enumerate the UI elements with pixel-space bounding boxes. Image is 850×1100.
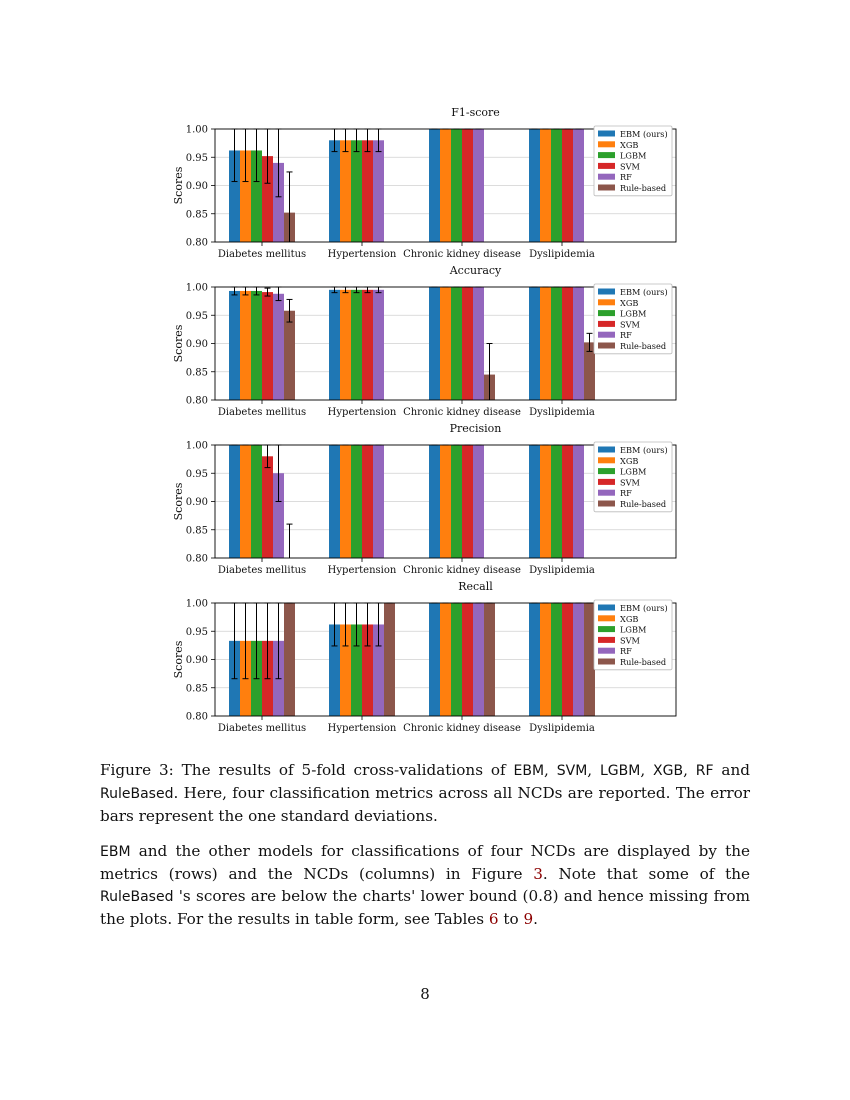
y-tick-label: 0.95 — [185, 310, 208, 322]
legend-label: XGB — [620, 613, 639, 624]
y-tick-label: 0.95 — [185, 152, 208, 164]
bar-rf — [373, 445, 384, 558]
legend-swatch — [598, 648, 615, 654]
model-name: EBM — [100, 844, 131, 860]
legend-swatch — [598, 131, 615, 137]
legend-swatch — [598, 457, 615, 463]
legend-swatch — [598, 185, 615, 191]
bar-lgbm — [451, 603, 462, 716]
bar-xgb — [540, 287, 551, 400]
y-axis-label: Scores — [172, 324, 185, 363]
bar-xgb — [440, 287, 451, 400]
x-tick-label: Diabetes mellitus — [217, 407, 307, 418]
bar-rf — [473, 445, 484, 558]
bar-lgbm — [351, 140, 362, 242]
legend-label: XGB — [620, 455, 639, 466]
y-axis-label: Scores — [172, 482, 185, 521]
y-tick-label: 0.85 — [185, 683, 208, 695]
legend-label: RF — [620, 488, 632, 499]
x-tick-label: Dyslipidemia — [529, 407, 595, 418]
bar-lgbm — [551, 129, 562, 242]
y-tick-label: 0.90 — [185, 339, 208, 350]
y-tick-label: 1.00 — [185, 598, 208, 610]
bar-lgbm — [451, 287, 462, 400]
legend-label: SVM — [620, 319, 640, 330]
legend-label: RF — [620, 330, 632, 341]
legend-swatch — [598, 615, 615, 621]
chart-f1-score — [172, 106, 676, 260]
model-name: RuleBased — [100, 786, 174, 802]
legend-label: SVM — [620, 635, 640, 646]
y-tick-label: 0.85 — [185, 209, 208, 221]
y-tick-label: 0.80 — [185, 711, 208, 723]
legend-label: EBM (ours) — [620, 129, 668, 139]
y-tick-label: 0.95 — [185, 626, 208, 638]
bar-lgbm — [351, 445, 362, 558]
table-ref-link[interactable]: 6 — [488, 910, 499, 928]
legend-swatch — [598, 468, 615, 474]
legend-label: Rule-based — [620, 657, 667, 667]
x-tick-label: Chronic kidney disease — [403, 407, 521, 418]
legend-swatch — [598, 447, 615, 453]
bar-svm — [462, 129, 473, 242]
y-tick-label: 0.90 — [185, 497, 208, 508]
legend-swatch — [598, 479, 615, 485]
x-tick-label: Chronic kidney disease — [403, 723, 521, 734]
x-tick-label: Hypertension — [327, 565, 397, 576]
y-tick-label: 0.80 — [185, 553, 208, 565]
bar-lgbm — [551, 445, 562, 558]
bar-xgb — [340, 445, 351, 558]
y-tick-label: 1.00 — [185, 282, 208, 294]
x-tick-label: Diabetes mellitus — [217, 723, 307, 734]
x-tick-label: Dyslipidemia — [529, 565, 595, 576]
body-paragraph: EBM and the other models for classifications of four NCDs are displayed by the metrics (rows) and the NCDs (columns) in Figure 3. Note that some of the RuleBased 's scores are below the charts' lower bound (0.8) and hence missing from the plots. For the results in table form, see Tables 6 to 9. — [100, 842, 750, 928]
bar-rf — [473, 603, 484, 716]
legend-swatch — [598, 174, 615, 180]
bar-xgb — [340, 290, 351, 400]
bar-svm — [462, 287, 473, 400]
y-tick-label: 0.85 — [185, 367, 208, 379]
bar-ebm-ours- — [529, 603, 540, 716]
x-tick-label: Hypertension — [327, 249, 397, 260]
x-tick-label: Hypertension — [327, 723, 397, 734]
legend-label: Rule-based — [620, 341, 667, 351]
bar-svm — [462, 603, 473, 716]
page-number: 8 — [420, 985, 430, 1003]
legend-label: SVM — [620, 161, 640, 172]
legend-swatch — [598, 501, 615, 507]
bar-svm — [462, 445, 473, 558]
bar-xgb — [240, 445, 251, 558]
x-tick-label: Diabetes mellitus — [217, 249, 307, 260]
legend-swatch — [598, 626, 615, 632]
y-tick-label: 0.90 — [185, 181, 208, 192]
legend-label: EBM (ours) — [620, 287, 668, 297]
table-ref-link[interactable]: 9 — [523, 910, 534, 928]
bar-xgb — [340, 140, 351, 242]
bar-svm — [562, 445, 573, 558]
legend-swatch — [598, 163, 615, 169]
model-name: SVM — [556, 763, 588, 779]
bar-rf — [373, 290, 384, 400]
bar-ebm-ours- — [429, 603, 440, 716]
chart-accuracy — [172, 264, 676, 418]
model-name: EBM — [513, 763, 545, 779]
y-tick-label: 1.00 — [185, 124, 208, 136]
chart-title: Precision — [449, 422, 502, 435]
x-tick-label: Diabetes mellitus — [217, 565, 307, 576]
bar-rf — [473, 287, 484, 400]
bar-xgb — [440, 445, 451, 558]
legend-swatch — [598, 659, 615, 665]
bar-xgb — [540, 603, 551, 716]
bar-rule-based — [284, 311, 295, 400]
bar-ebm-ours- — [429, 287, 440, 400]
y-axis-label: Scores — [172, 640, 185, 679]
y-tick-label: 0.95 — [185, 468, 208, 480]
x-tick-label: Dyslipidemia — [529, 723, 595, 734]
y-tick-label: 0.85 — [185, 525, 208, 537]
legend-label: EBM (ours) — [620, 603, 668, 613]
bar-rule-based — [284, 603, 295, 716]
legend-swatch — [598, 332, 615, 338]
x-tick-label: Chronic kidney disease — [403, 565, 521, 576]
figure-caption: Figure 3: The results of 5-fold cross-validations of EBM, SVM, LGBM, XGB, RF and RuleBased. Here, four classification metrics across all NCDs are reported. The error bars represent the one standard deviations. — [100, 761, 750, 825]
bar-xgb — [440, 129, 451, 242]
bar-svm — [362, 140, 373, 242]
bar-svm — [362, 290, 373, 400]
legend-label: LGBM — [620, 150, 647, 161]
bar-xgb — [540, 445, 551, 558]
bar-ebm-ours- — [229, 291, 240, 400]
legend-label: RF — [620, 172, 632, 183]
legend-label: Rule-based — [620, 183, 667, 193]
bar-ebm-ours- — [229, 445, 240, 558]
legend-swatch — [598, 299, 615, 305]
legend-swatch — [598, 637, 615, 643]
model-name: XGB — [653, 763, 684, 779]
chart-precision — [172, 422, 676, 576]
bar-svm — [362, 445, 373, 558]
bar-rf — [573, 129, 584, 242]
chart-title: Recall — [458, 580, 493, 593]
y-axis-label: Scores — [172, 166, 185, 205]
bar-rf — [573, 603, 584, 716]
bar-ebm-ours- — [329, 290, 340, 400]
legend-swatch — [598, 141, 615, 147]
legend-label: RF — [620, 646, 632, 657]
legend-swatch — [598, 152, 615, 158]
legend-label: LGBM — [620, 308, 647, 319]
bar-rf — [473, 129, 484, 242]
bar-ebm-ours- — [329, 140, 340, 242]
x-tick-label: Chronic kidney disease — [403, 249, 521, 260]
bar-ebm-ours- — [529, 129, 540, 242]
bar-lgbm — [451, 445, 462, 558]
bar-xgb — [240, 291, 251, 400]
bar-ebm-ours- — [329, 445, 340, 558]
legend-label: SVM — [620, 477, 640, 488]
legend-swatch — [598, 490, 615, 496]
legend-label: XGB — [620, 297, 639, 308]
chart-recall — [172, 580, 676, 734]
bar-xgb — [440, 603, 451, 716]
bar-lgbm — [451, 129, 462, 242]
legend-label: LGBM — [620, 466, 647, 477]
bar-ebm-ours- — [529, 287, 540, 400]
bar-svm — [562, 129, 573, 242]
bar-rf — [573, 445, 584, 558]
y-tick-label: 0.80 — [185, 395, 208, 407]
bar-lgbm — [351, 290, 362, 400]
legend-label: XGB — [620, 139, 639, 150]
model-name: RF — [695, 763, 714, 779]
y-tick-label: 0.80 — [185, 237, 208, 249]
chart-title: F1-score — [451, 106, 500, 119]
bar-xgb — [540, 129, 551, 242]
x-tick-label: Dyslipidemia — [529, 249, 595, 260]
model-name: RuleBased — [100, 889, 174, 905]
bar-ebm-ours- — [429, 129, 440, 242]
bar-svm — [262, 292, 273, 400]
legend-swatch — [598, 289, 615, 295]
bar-lgbm — [551, 603, 562, 716]
figure-ref-link[interactable]: 3 — [533, 865, 543, 883]
bar-rule-based — [384, 603, 395, 716]
bar-svm — [262, 456, 273, 558]
bar-lgbm — [251, 291, 262, 400]
model-name: LGBM — [599, 763, 641, 779]
legend-swatch — [598, 605, 615, 611]
legend-label: Rule-based — [620, 499, 667, 509]
bar-rule-based — [584, 603, 595, 716]
bar-lgbm — [251, 445, 262, 558]
bar-rf — [273, 294, 284, 400]
legend-label: EBM (ours) — [620, 445, 668, 455]
y-tick-label: 1.00 — [185, 440, 208, 452]
chart-title: Accuracy — [449, 264, 502, 277]
bar-rf — [573, 287, 584, 400]
legend-swatch — [598, 343, 615, 349]
y-tick-label: 0.90 — [185, 655, 208, 666]
bar-lgbm — [551, 287, 562, 400]
x-tick-label: Hypertension — [327, 407, 397, 418]
bar-ebm-ours- — [529, 445, 540, 558]
bar-svm — [562, 603, 573, 716]
bar-ebm-ours- — [429, 445, 440, 558]
legend-swatch — [598, 321, 615, 327]
bar-rule-based — [484, 603, 495, 716]
legend-label: LGBM — [620, 624, 647, 635]
legend-swatch — [598, 310, 615, 316]
bar-rf — [373, 140, 384, 242]
bar-svm — [562, 287, 573, 400]
